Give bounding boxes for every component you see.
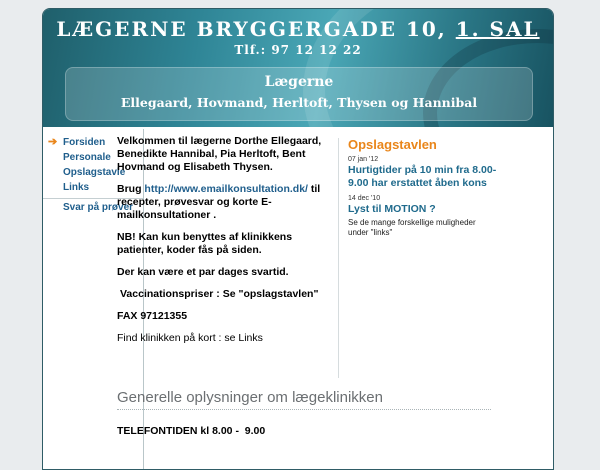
sidebar-item-label: Forsiden [63,137,106,148]
sidebar-item-label: Opslagstavle [63,167,126,178]
nb-notice: NB! Kan kun benyttes af klinikkens patienter, koder fås på siden. [117,231,293,256]
brug-suffix: til recepter, prøvesvar og korte E-mailkonsultationer . [117,183,321,221]
phone-hours: TELEFONTIDEN kl 8.00 - 9.00 [117,425,266,437]
site-phone: Tlf.: 97 12 12 22 [234,43,362,57]
sidebar-item-label: Links [63,182,90,193]
doctors-banner-title: Lægerne [264,74,334,90]
bulletin-board [348,137,498,238]
news-headline-link[interactable]: Lyst til MOTION ? [348,203,436,215]
news-date: 14 dec '10 [348,195,381,202]
site-header [43,9,553,127]
site-title [43,17,553,41]
column-divider [338,138,339,378]
bulletin-board-title: Opslagstavlen [348,137,437,152]
brug-prefix: Brug [117,183,142,195]
doctors-banner [65,67,533,121]
site-title-floor: 1. SAL [455,17,540,41]
main-content [117,135,339,354]
news-body: Se de mange forskellige muligheder under "links" [348,217,476,237]
section-heading: Generelle oplysninger om lægeklinikken [117,389,491,410]
vaccination-notice: Vaccinationspriser : Se "opslagstavlen" [120,288,319,300]
sidebar-item-label: Svar på prøver [63,202,134,213]
welcome-text: Velkommen til lægerne Dorthe Ellegaard, Benedikte Hannibal, Pia Herltoft, Bent Hovmand og Elisabeth Thysen. [117,135,322,173]
response-time-notice: Der kan være et par dages svartid. [117,266,289,278]
sidebar-item-label: Personale [63,152,111,163]
site-title-main: LÆGERNE BRYGGERGADE 10, [56,17,447,41]
doctors-banner-names: Ellegaard, Hovmand, Herltoft, Thysen og Hannibal [120,95,478,110]
news-headline-link[interactable]: Hurtigtider på 10 min fra 8.00-9.00 har erstattet åben kons [348,164,497,189]
news-date: 07 jan '12 [348,156,379,163]
fax-number: FAX 97121355 [117,310,188,322]
email-consultation-link[interactable]: http://www.emailkonsultation.dk/ [144,183,308,195]
email-consult-paragraph [117,183,339,222]
find-clinic-text: Find klinikken på kort : se Links [117,332,263,344]
arrow-right-icon: ➔ [48,136,58,148]
